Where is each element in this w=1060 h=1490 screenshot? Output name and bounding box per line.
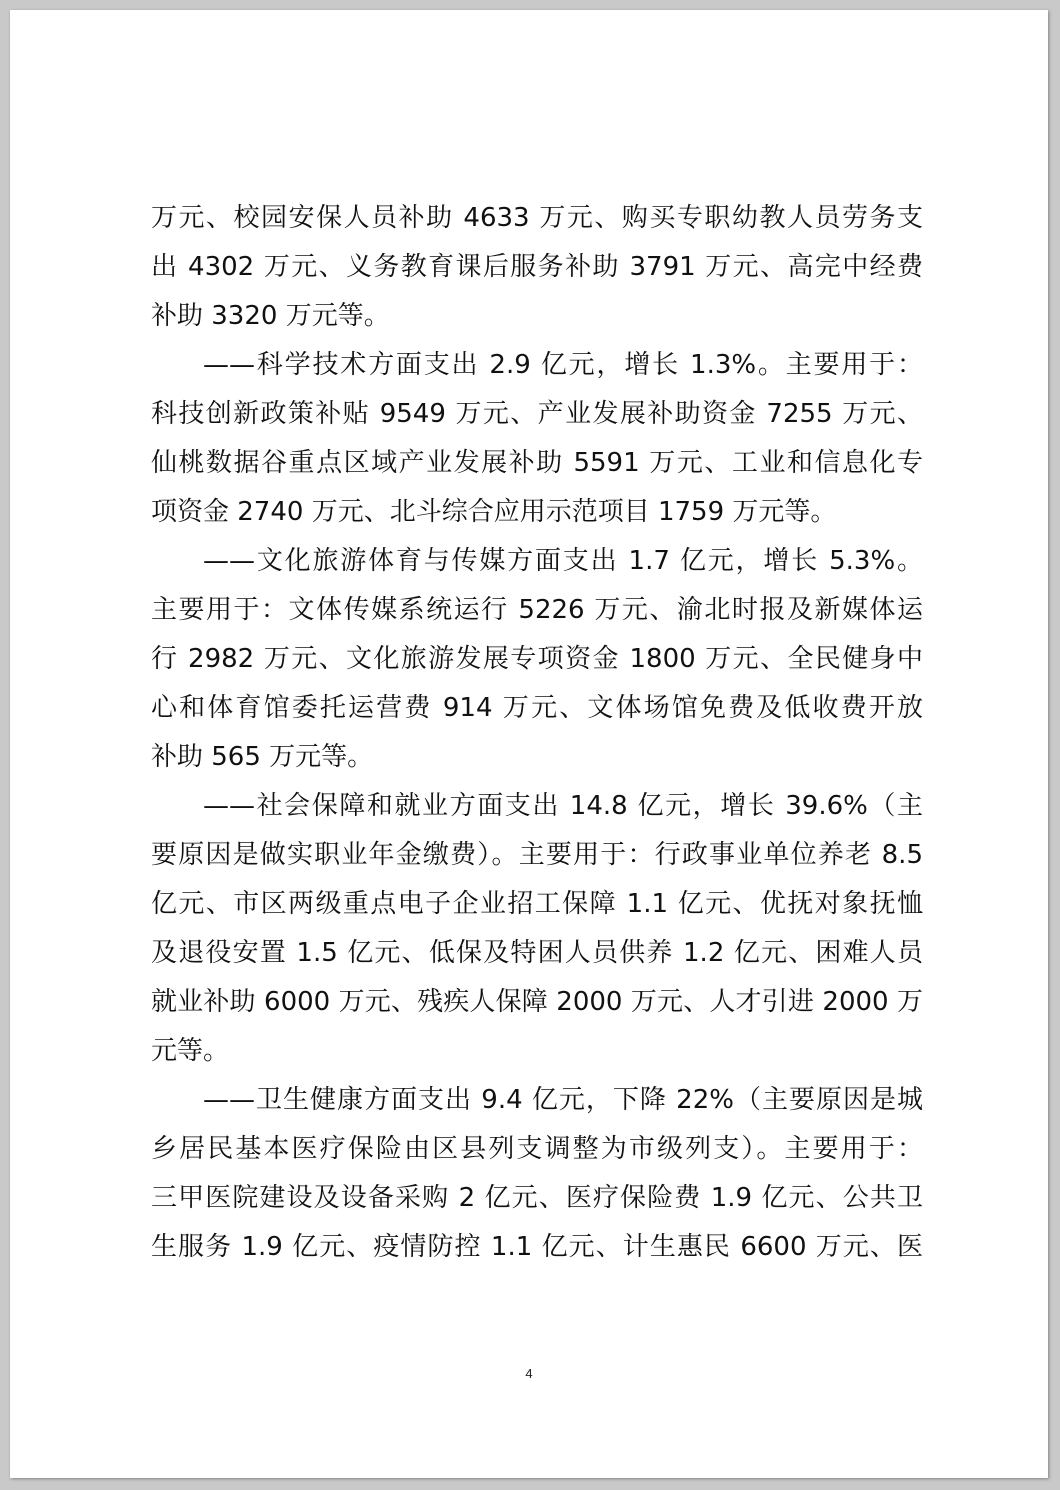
text-line: 补助 565 万元等。	[151, 742, 374, 772]
body-text	[151, 194, 923, 1272]
text-line: 三甲医院建设及设备采购 2 亿元、医疗保险费 1.9 亿元、公共卫	[151, 1183, 923, 1213]
text-line: 及退役安置 1.5 亿元、低保及特困人员供养 1.2 亿元、困难人员	[151, 938, 923, 968]
page-number: 4	[525, 1366, 533, 1381]
text-line: 行 2982 万元、文化旅游发展专项资金 1800 万元、全民健身中	[151, 644, 923, 674]
section-heading-line: ——社会保障和就业方面支出 14.8 亿元，增长 39.6%（主	[203, 791, 923, 821]
text-line: 万元、校园安保人员补助 4633 万元、购买专职幼教人员劳务支	[151, 203, 923, 233]
text-line: 要原因是做实职业年金缴费）。主要用于：行政事业单位养老 8.5	[151, 840, 923, 870]
text-line: 乡居民基本医疗保险由区县列支调整为市级列支）。主要用于：	[151, 1134, 923, 1164]
section-heading-line: ——文化旅游体育与传媒方面支出 1.7 亿元，增长 5.3%。	[203, 546, 923, 576]
text-line: 就业补助 6000 万元、残疾人保障 2000 万元、人才引进 2000 万	[151, 987, 923, 1017]
text-line: 心和体育馆委托运营费 914 万元、文体场馆免费及低收费开放	[151, 693, 923, 723]
text-line: 生服务 1.9 亿元、疫情防控 1.1 亿元、计生惠民 6600 万元、医	[151, 1232, 923, 1262]
text-line: 亿元、市区两级重点电子企业招工保障 1.1 亿元、优抚对象抚恤	[151, 889, 923, 919]
document-page	[10, 10, 1048, 1478]
text-line: 项资金 2740 万元、北斗综合应用示范项目 1759 万元等。	[151, 497, 837, 527]
section-heading-line: ——科学技术方面支出 2.9 亿元，增长 1.3%。主要用于：	[203, 350, 923, 380]
section-heading-line: ——卫生健康方面支出 9.4 亿元，下降 22%（主要原因是城	[203, 1085, 923, 1115]
text-line: 主要用于：文体传媒系统运行 5226 万元、渝北时报及新媒体运	[151, 595, 923, 625]
text-line: 补助 3320 万元等。	[151, 301, 390, 331]
text-line: 科技创新政策补贴 9549 万元、产业发展补助资金 7255 万元、	[151, 399, 923, 429]
text-line: 仙桃数据谷重点区域产业发展补助 5591 万元、工业和信息化专	[151, 448, 923, 478]
text-line: 元等。	[151, 1036, 230, 1066]
text-line: 出 4302 万元、义务教育课后服务补助 3791 万元、高完中经费	[151, 252, 923, 282]
